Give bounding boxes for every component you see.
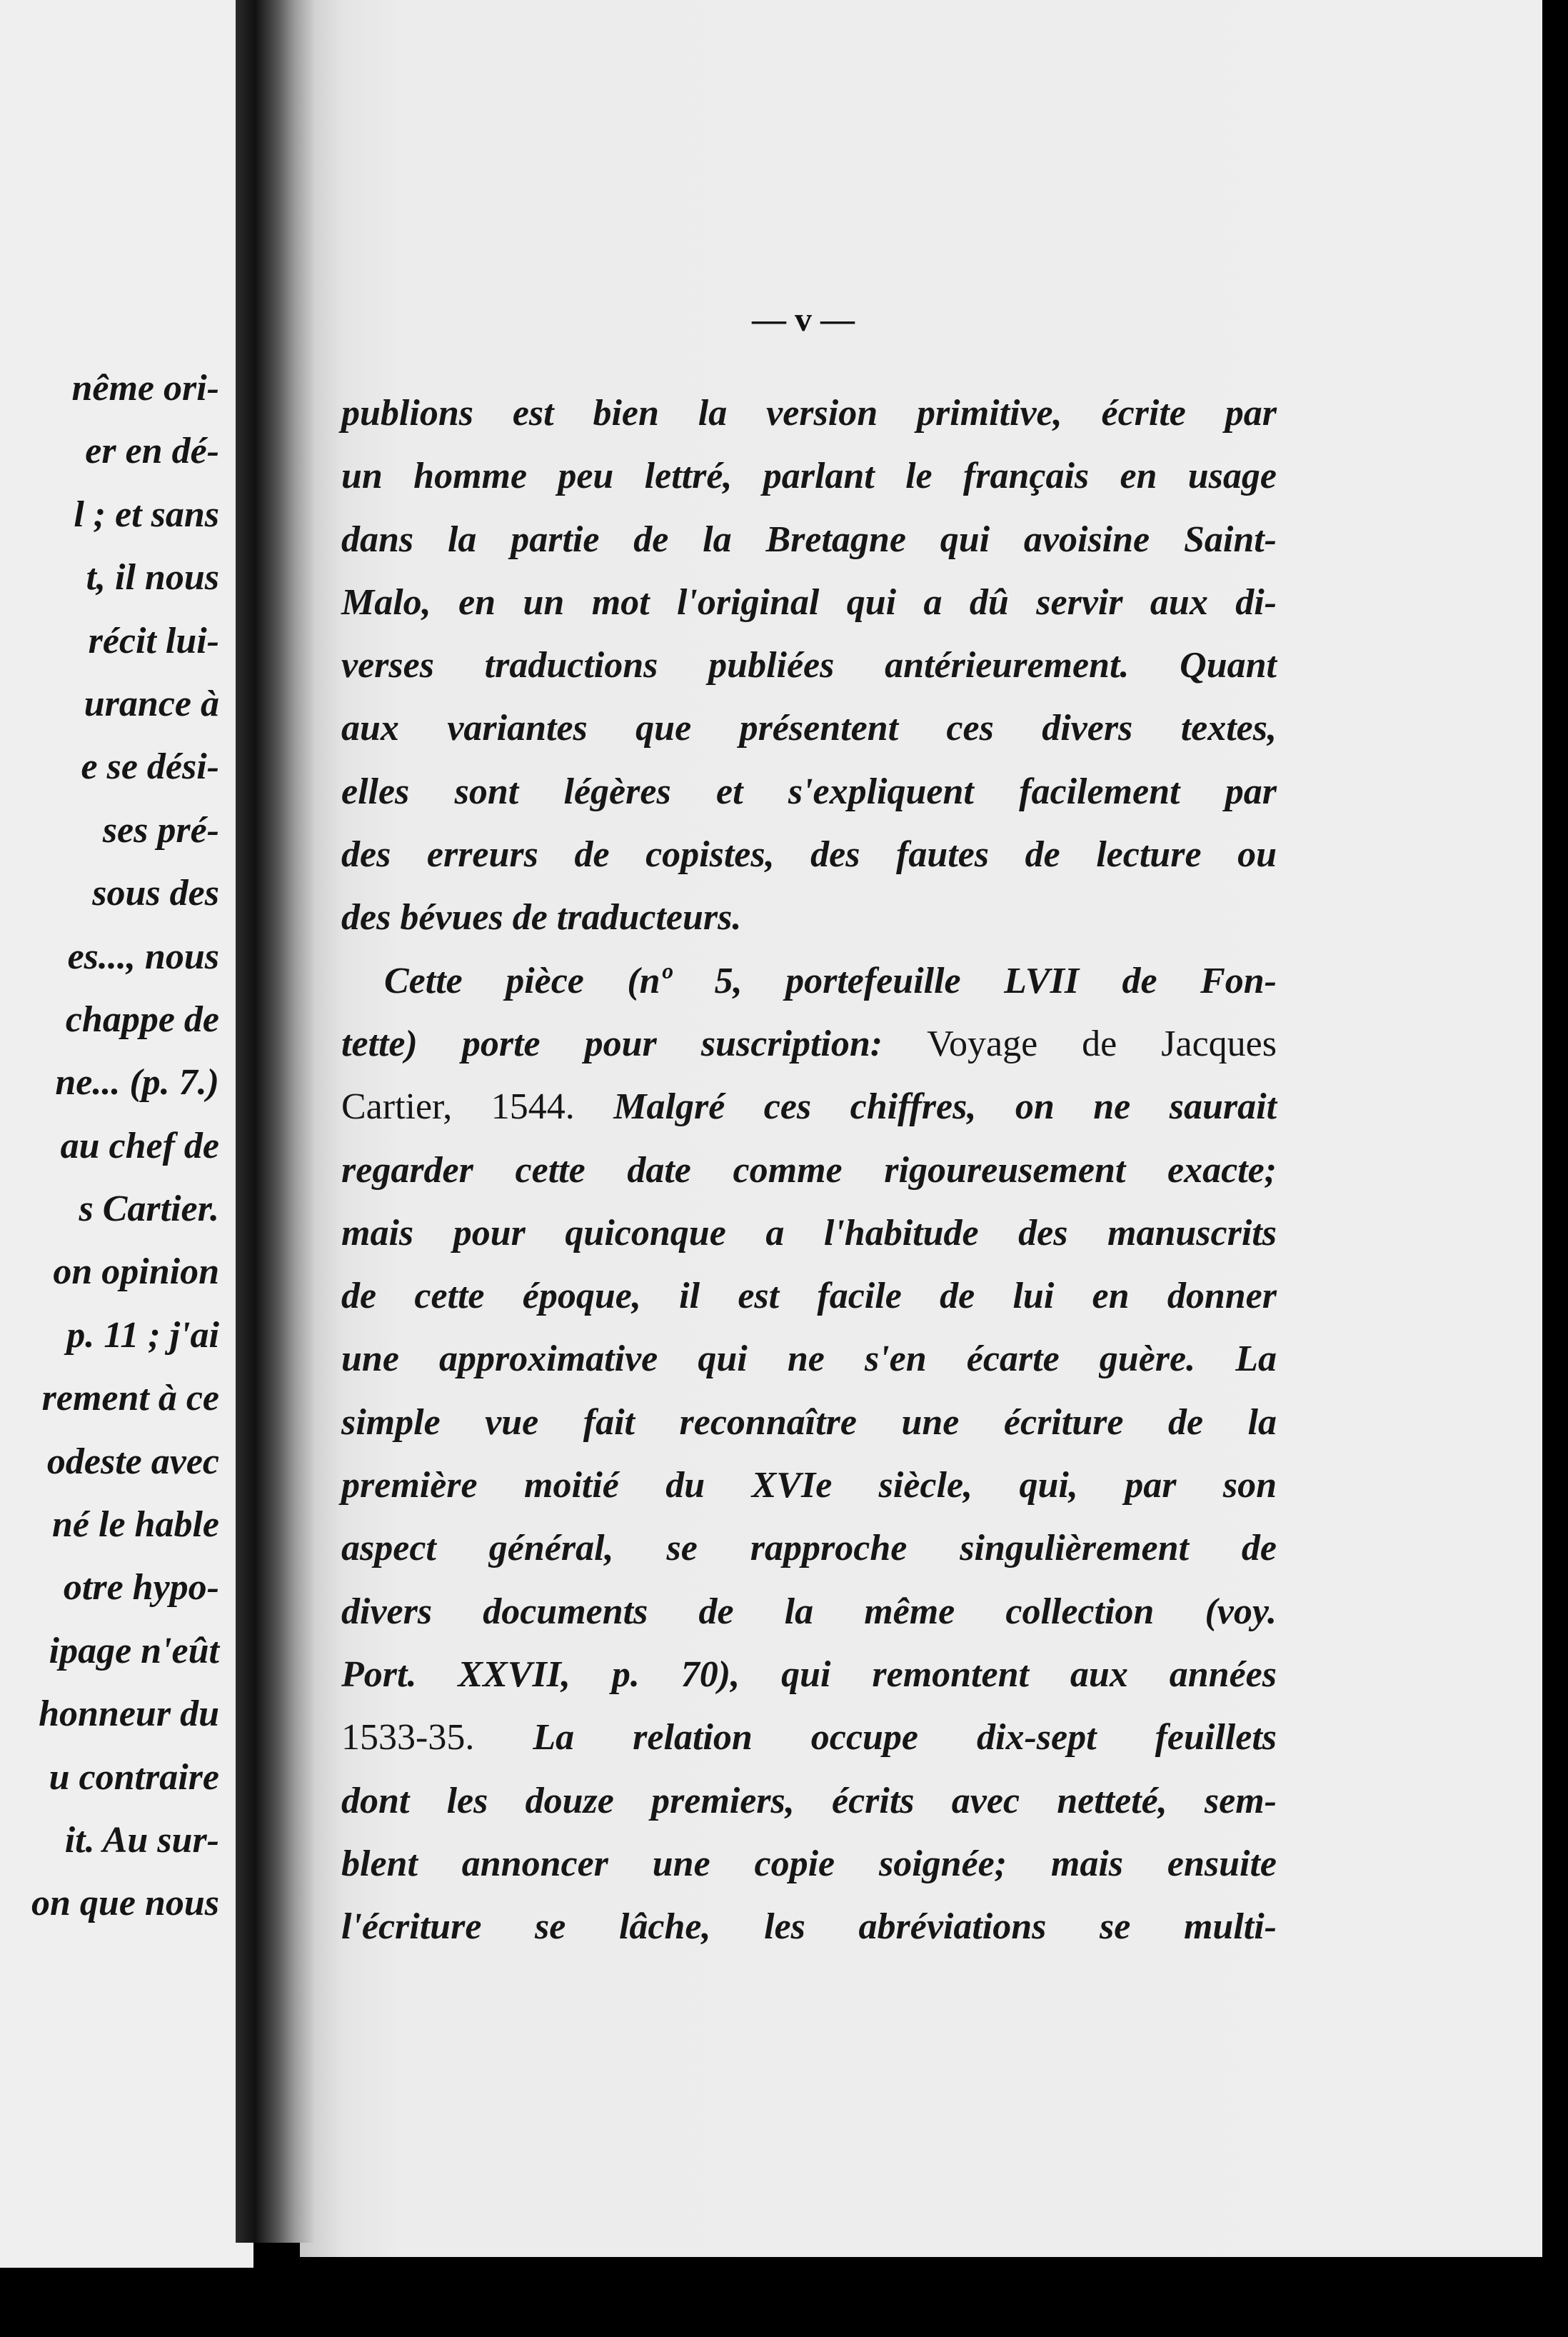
text-line: divers documents de la même collection (voy. [341,1591,1277,1632]
facing-line: odeste avec [46,1441,219,1482]
title-segment: Voyage de Jacques [927,1023,1277,1064]
page-body [341,382,1277,1958]
facing-line: urance à [84,683,219,724]
facing-line: ses pré- [102,809,219,851]
text-line: des bévues de traducteurs. [341,897,742,939]
text-line: publions est bien la version primitive, écrite par [341,393,1277,434]
facing-line: nême ori- [71,368,219,409]
facing-page [0,0,253,2268]
text-line: Port. XXVII, p. 70), qui remontent aux années [341,1653,1277,1695]
facing-line: chappe de [65,999,219,1040]
text-line [341,1013,1277,1076]
text-line: dont les douze premiers, écrits avec netteté, sem- [341,1780,1277,1821]
facing-line: récit lui- [88,620,219,661]
text-line: simple vue fait reconnaître une écriture de la [341,1401,1277,1443]
facing-line: otre hypo- [63,1567,219,1608]
text-line [341,1706,1277,1769]
page-number: — v — [752,301,855,339]
facing-line: s Cartier. [79,1188,219,1230]
text-line: un homme peu lettré, parlant le français en usage [341,456,1277,497]
text-line: première moitié du XVIe siècle, qui, par son [341,1465,1277,1506]
text-line: verses traductions publiées antérieurement. Quant [341,645,1277,686]
facing-line: u contraire [49,1756,219,1798]
text-segment: Malgré ces chiffres, on ne saurait [613,1086,1277,1128]
facing-line: ne... (p. 7.) [55,1062,219,1104]
facing-line: er en dé- [85,431,219,472]
text-line: de cette époque, il est facile de lui en donner [341,1276,1277,1317]
facing-line: it. Au sur- [64,1819,219,1861]
text-segment: La relation occupe dix-sept feuillets [533,1717,1277,1758]
text-line: regarder cette date comme rigoureusement exacte; [341,1149,1277,1191]
facing-line: on opinion [53,1251,219,1293]
book-gutter-shadow [236,0,314,2243]
facing-line: t, il nous [86,557,219,599]
text-line: aspect général, se rapproche singulièrement de [341,1528,1277,1569]
title-segment: Cartier, 1544. [341,1086,575,1128]
text-line [341,1076,1277,1139]
facing-line: l ; et sans [74,494,219,535]
text-line: elles sont légères et s'expliquent facilement par [341,771,1277,812]
text-line: dans la partie de la Bretagne qui avoisine Saint- [341,519,1277,560]
facing-line: ipage n'eût [49,1630,219,1671]
text-line: des erreurs de copistes, des fautes de lecture ou [341,834,1277,876]
facing-line: p. 11 ; j'ai [66,1314,219,1356]
text-line: aux variantes que présentent ces divers textes, [341,708,1277,749]
facing-line: on que nous [31,1883,219,1924]
text-line: Cette pièce (nº 5, portefeuille LVII de Fon- [384,960,1277,1001]
facing-page-text [11,357,253,1936]
facing-line: sous des [92,873,219,914]
facing-line: né le hable [52,1504,219,1546]
date-segment: 1533-35. [341,1717,475,1758]
text-line: Malo, en un mot l'original qui a dû servir aux di- [341,581,1277,623]
facing-line: au chef de [60,1125,219,1166]
text-segment: tette) porte pour suscription: [341,1023,883,1064]
facing-line: rement à ce [41,1378,219,1419]
text-line: l'écriture se lâche, les abréviations se multi- [341,1906,1277,1948]
facing-line: honneur du [39,1693,219,1735]
text-line: une approximative qui ne s'en écarte guère. La [341,1338,1277,1380]
text-line: mais pour quiconque a l'habitude des manuscrits [341,1212,1277,1253]
text-line: blent annoncer une copie soignée; mais ensuite [341,1843,1277,1884]
facing-line: es..., nous [67,936,219,977]
facing-line: e se dési- [81,746,219,788]
